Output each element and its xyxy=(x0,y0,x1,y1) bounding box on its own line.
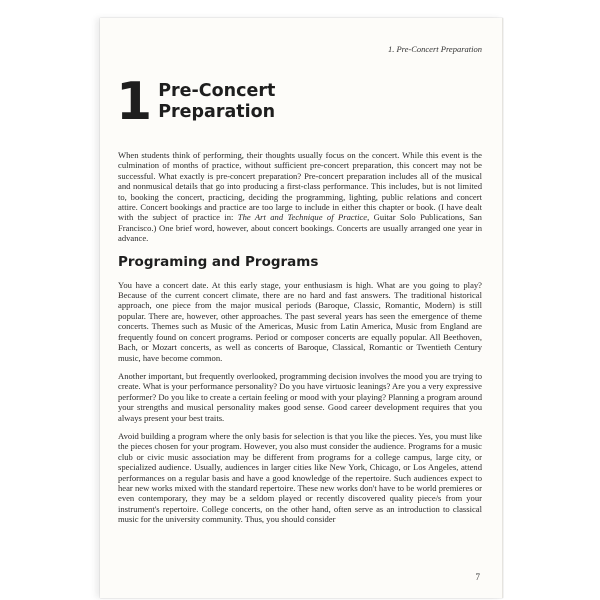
chapter-number: 1 xyxy=(116,72,153,132)
book-page xyxy=(100,18,503,598)
chapter-title-line-1: Pre-Concert xyxy=(158,81,276,101)
page-number: 7 xyxy=(475,572,480,582)
chapter-title-line-2: Preparation xyxy=(158,102,276,122)
body-paragraph-1: You have a concert date. At this early stage, your enthusiasm is high. What are you going to play? Because of the current concert climate, there are no hard and fast answers. The traditional historical approach, one piece from the major musical periods (Baroque, Classic, Romantic, Modern) is still popular. There are, however, other approaches. The past several years has seen the emergence of theme concerts. Themes such as Music of the Americas, Music from Latin America, Music from England are frequently found on concert programs. Period or composer concerts are equally popular. All Beethoven, Bach, or Mozart concerts, as well as concerts of Baroque, Classical, Romantic or Twentieth Century music, have become common. xyxy=(118,279,482,363)
intro-text-before: When students think of performing, their thoughts usually focus on the concert. While this event is the culmination of months of practice, without sufficient pre-concert preparation, this concert may not be successful. What exactly is pre-concert preparation? Pre-concert preparation includes all of the musical and nonmusical details that go into producing a first-class performance. This includes, but is not limited to, booking the concert, practicing, deciding the programming, lighting, public relations and concert attire. Concert bookings and practice are too large to include in either this chapter or book. (I have dealt with the subject of practice in: xyxy=(118,150,482,223)
intro-text-after: Guitar Solo Publications, San Francisco.) One brief word, however, about concert bookings. Concerts are usually arranged one year in advance. xyxy=(118,212,482,244)
chapter-heading xyxy=(116,72,276,132)
section-heading: Programing and Programs xyxy=(118,253,319,270)
body-paragraph-3: Avoid building a program where the only basis for selection is that you like the pieces. Yes, you must like the pieces chosen for your program. However, you also must consider the audience. Programs for a music club or civic music association may be different from programs for a college campus, large city, or specialized audience. Usually, audiences in larger cities like New York, Chicago, or Los Angeles, attend performances on a regular basis and have a good knowledge of the repertoire. Such audiences expect to hear new works mixed with the standard repertoire. These new works don't have to be world premieres or even contemporary, they may be a seldom played or recently discovered quality piece/s from your instrument's repertoire. College concerts, on the other hand, often serve as an introduction to classical music for the university community. Thus, you should consider xyxy=(118,430,482,525)
page-body xyxy=(118,150,482,533)
body-paragraph-2: Another important, but frequently overlooked, programming decision involves the mood you are trying to create. What is your performance personality? Do you have virtuosic leanings? Are you a very expressive performer? Do you like to create a certain feeling or mood with your playing? Planning a program around your strengths and musical personality makes good sense. Good career development requires that you always present your best traits. xyxy=(118,370,482,423)
running-header: 1. Pre-Concert Preparation xyxy=(387,44,482,54)
chapter-title xyxy=(158,78,275,123)
intro-paragraph xyxy=(118,150,482,244)
book-title-reference: The Art and Technique of Practice, xyxy=(237,212,370,223)
